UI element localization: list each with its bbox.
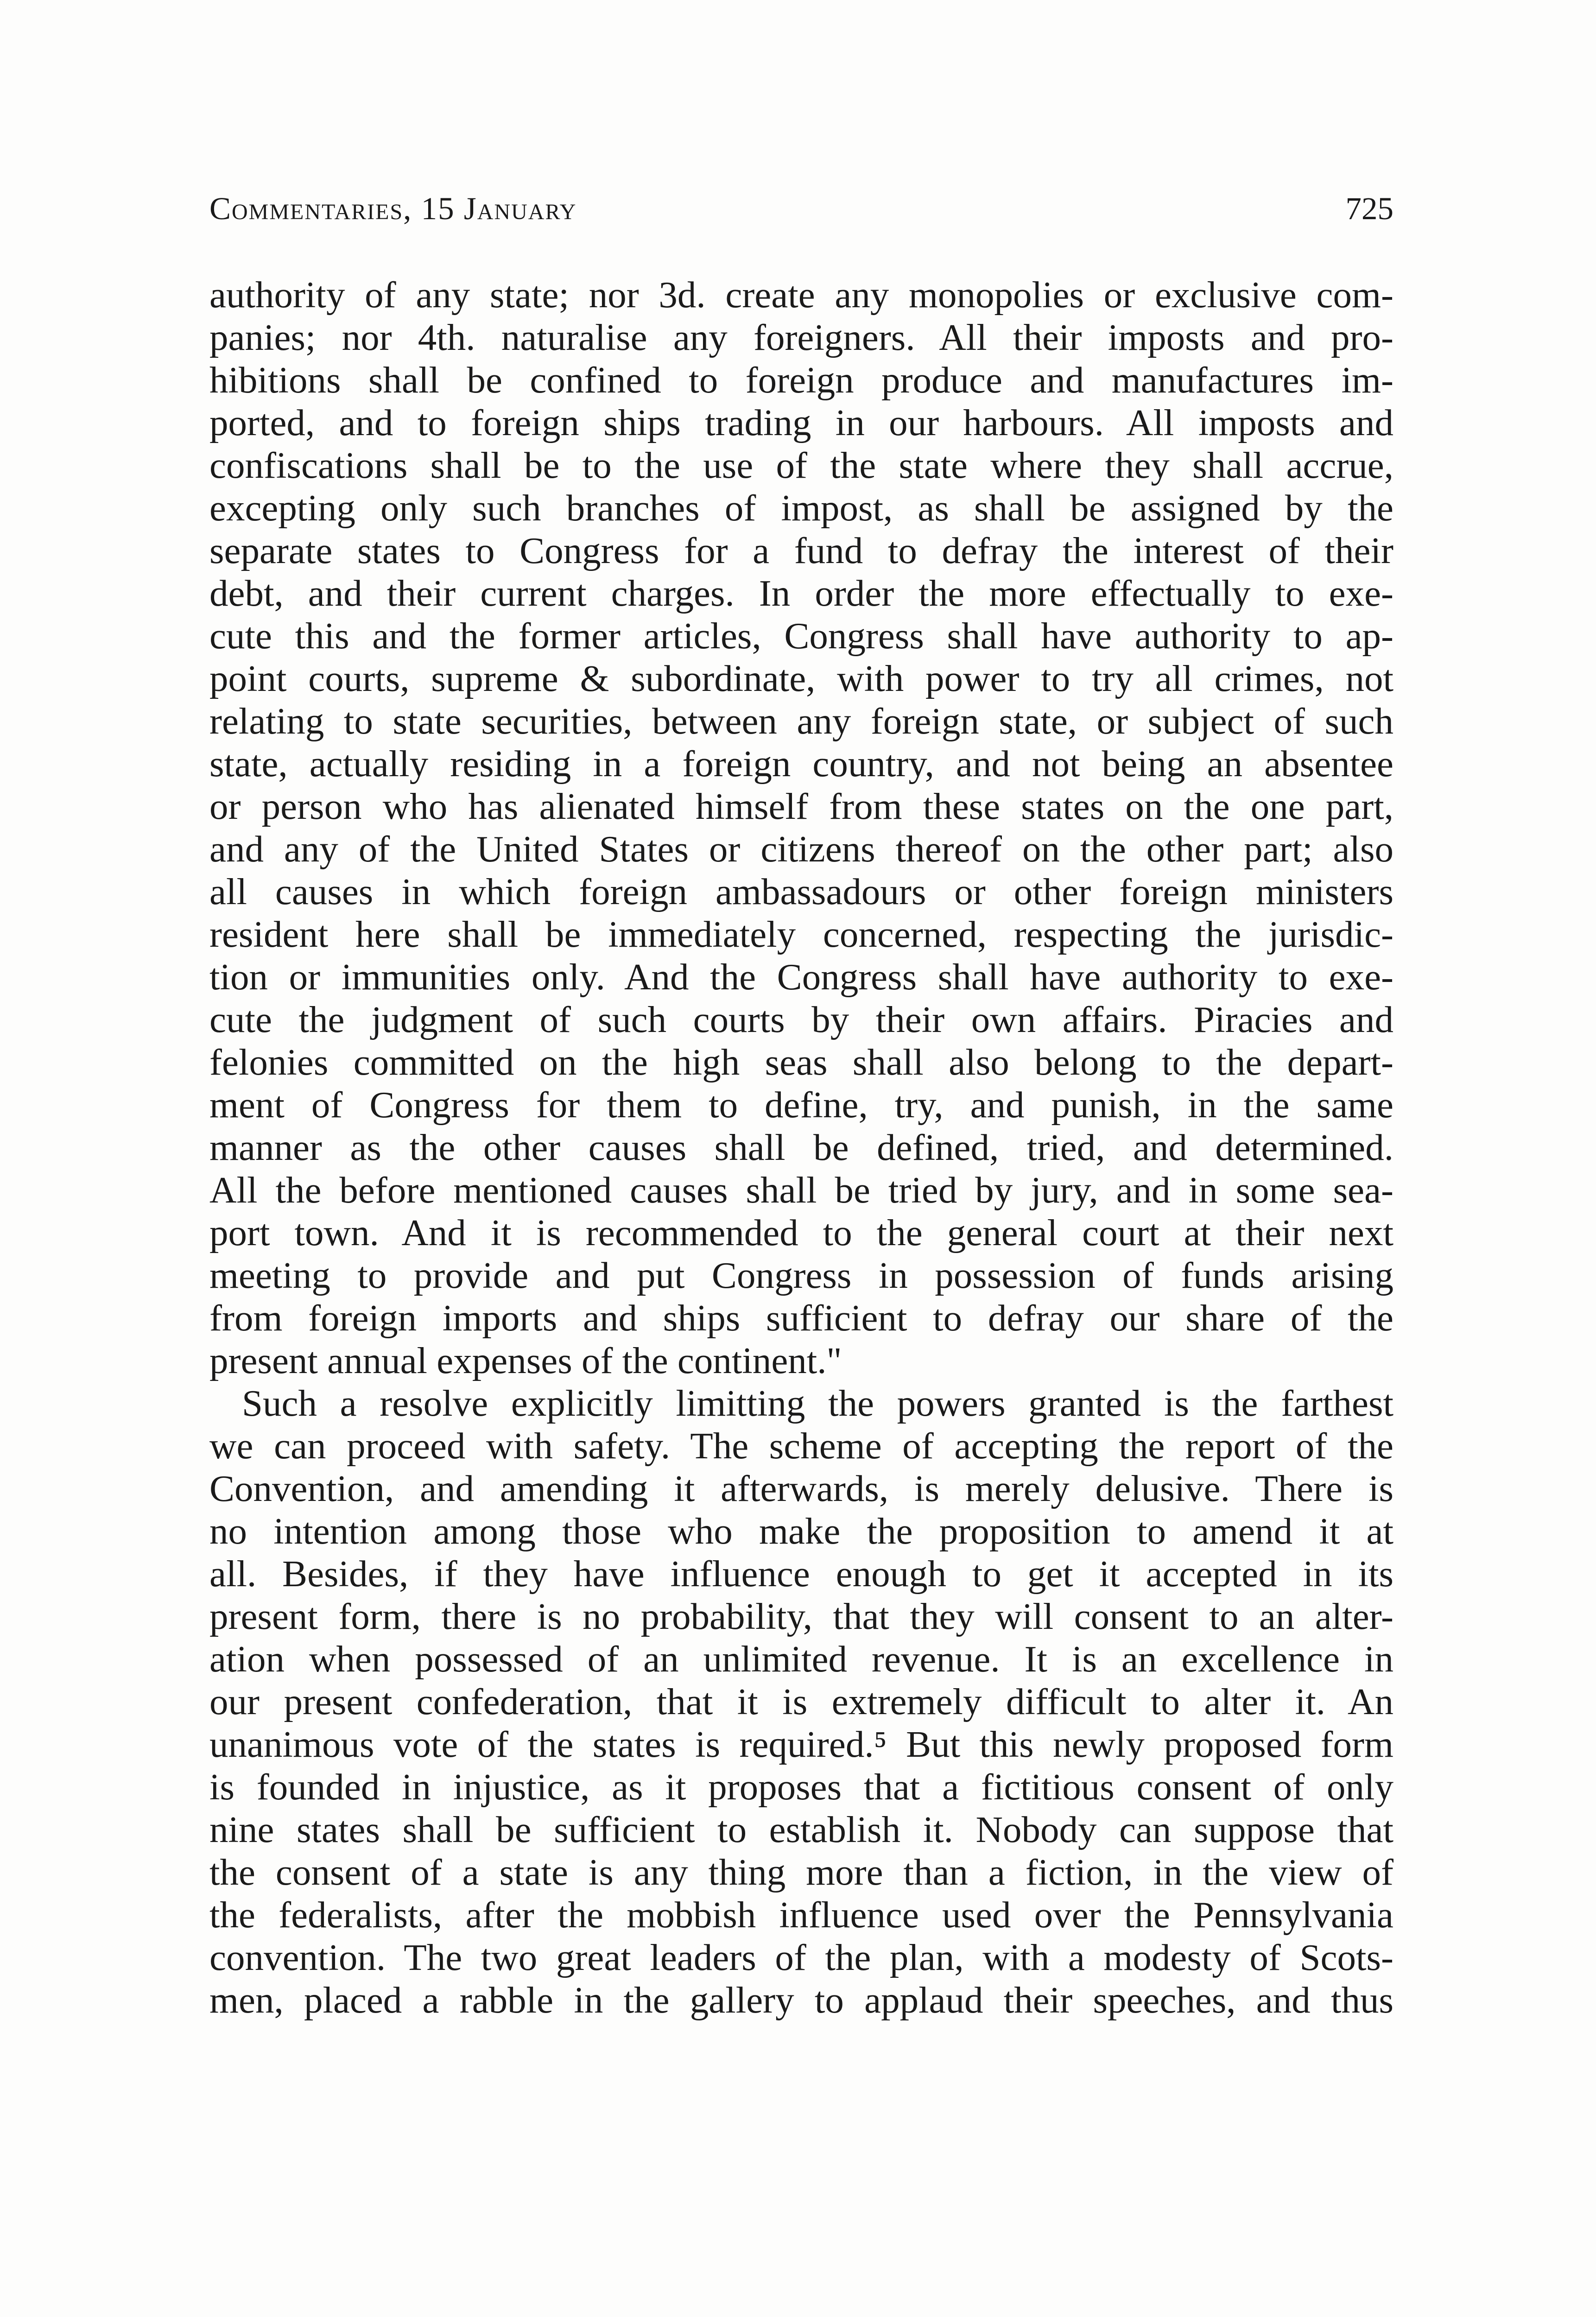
text-line: tion or immunities only. And the Congress shall have authority to exe- — [209, 956, 1393, 998]
text-line: we can proceed with safety. The scheme of accepting the report of the — [209, 1425, 1393, 1467]
text-line: unanimous vote of the states is required.⁵ But this newly proposed form — [209, 1723, 1393, 1765]
text-line: state, actually residing in a foreign country, and not being an absentee — [209, 743, 1393, 785]
text-line: the consent of a state is any thing more than a fiction, in the view of — [209, 1851, 1393, 1893]
text-line: panies; nor 4th. naturalise any foreigners. All their imposts and pro- — [209, 317, 1393, 358]
text-line: authority of any state; nor 3d. create any monopolies or exclusive com- — [209, 274, 1393, 316]
running-head — [209, 190, 1393, 227]
page-number: 725 — [1345, 191, 1393, 226]
text-line: and any of the United States or citizens thereof on the other part; also — [209, 828, 1393, 870]
running-head-title: Commentaries, 15 January — [209, 191, 577, 226]
text-line: separate states to Congress for a fund to defray the interest of their — [209, 530, 1393, 571]
text-line: is founded in injustice, as it proposes that a fictitious consent of only — [209, 1766, 1393, 1808]
text-line: All the before mentioned causes shall be tried by jury, and in some sea- — [209, 1169, 1393, 1211]
text-line: present annual expenses of the continent." — [209, 1340, 842, 1381]
text-line: ment of Congress for them to define, try, and punish, in the same — [209, 1084, 1393, 1126]
text-line: convention. The two great leaders of the plan, with a modesty of Scots- — [209, 1937, 1393, 1978]
text-line: all causes in which foreign ambassadours or other foreign ministers — [209, 871, 1393, 912]
text-line: confiscations shall be to the use of the state where they shall accrue, — [209, 444, 1393, 486]
text-line: meeting to provide and put Congress in possession of funds arising — [209, 1254, 1393, 1296]
text-line: present form, there is no probability, that they will consent to an alter- — [209, 1595, 1393, 1637]
text-line: ation when possessed of an unlimited revenue. It is an excellence in — [209, 1638, 1393, 1680]
text-line-paragraph-start: Such a resolve explicitly limitting the powers granted is the farthest — [242, 1382, 1393, 1424]
text-line: port town. And it is recommended to the general court at their next — [209, 1212, 1393, 1253]
text-line: felonies committed on the high seas shall also belong to the depart- — [209, 1041, 1393, 1083]
text-line: nine states shall be sufficient to establish it. Nobody can suppose that — [209, 1809, 1393, 1850]
text-line: resident here shall be immediately concerned, respecting the jurisdic- — [209, 913, 1393, 955]
text-line: Convention, and amending it afterwards, is merely delusive. There is — [209, 1468, 1393, 1509]
text-line: from foreign imports and ships sufficient to defray our share of the — [209, 1297, 1393, 1339]
text-line: no intention among those who make the proposition to amend it at — [209, 1510, 1393, 1552]
text-line: point courts, supreme & subordinate, with power to try all crimes, not — [209, 658, 1393, 699]
text-line: cute the judgment of such courts by their own affairs. Piracies and — [209, 999, 1393, 1040]
text-line: debt, and their current charges. In order the more effectually to exe- — [209, 572, 1393, 614]
text-line: cute this and the former articles, Congress shall have authority to ap- — [209, 615, 1393, 657]
text-line: hibitions shall be confined to foreign produce and manufactures im- — [209, 359, 1393, 401]
text-line: the federalists, after the mobbish influence used over the Pennsylvania — [209, 1894, 1393, 1936]
text-line: men, placed a rabble in the gallery to applaud their speeches, and thus — [209, 1979, 1393, 2021]
text-line: manner as the other causes shall be defined, tried, and determined. — [209, 1127, 1393, 1168]
text-line: ported, and to foreign ships trading in our harbours. All imposts and — [209, 402, 1393, 443]
text-line: relating to state securities, between any foreign state, or subject of such — [209, 700, 1393, 742]
text-line: all. Besides, if they have influence enough to get it accepted in its — [209, 1553, 1393, 1595]
text-line: or person who has alienated himself from these states on the one part, — [209, 785, 1393, 827]
body-text — [209, 273, 1393, 2021]
text-line: our present confederation, that it is extremely difficult to alter it. An — [209, 1681, 1393, 1722]
text-line: excepting only such branches of impost, as shall be assigned by the — [209, 487, 1393, 529]
